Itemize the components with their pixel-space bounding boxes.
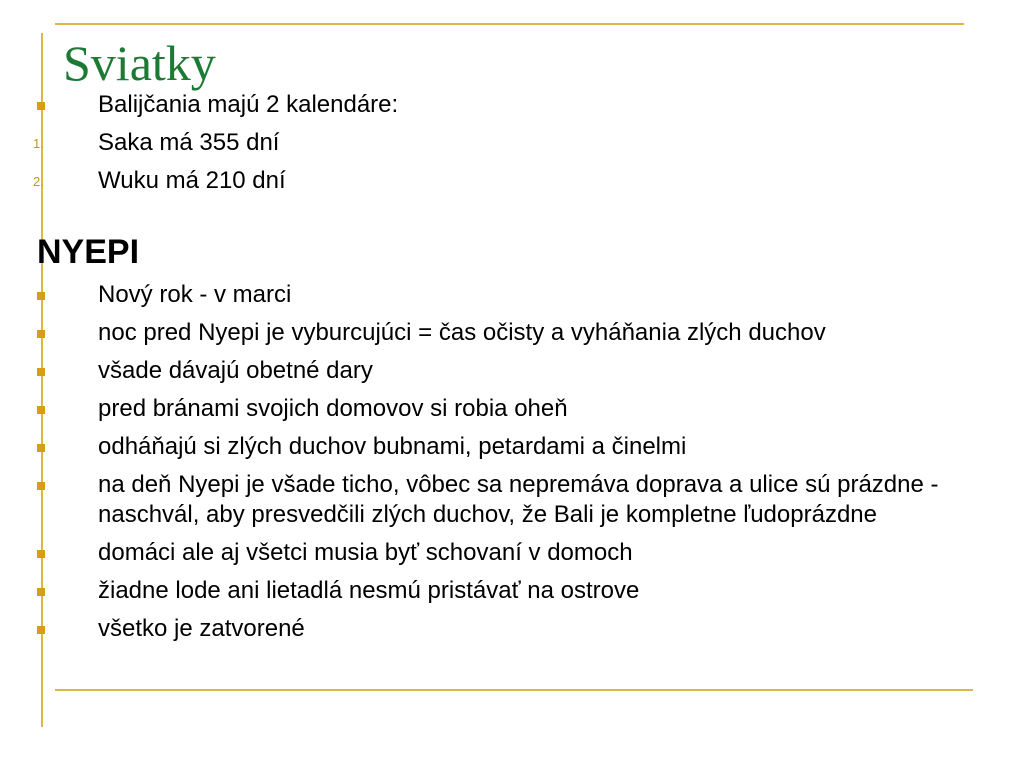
calendar-item: [0, 166, 1024, 196]
list-item-text: Nový rok - v marci: [98, 281, 292, 308]
list-item: [0, 394, 1024, 424]
square-bullet-icon: [37, 292, 45, 300]
list-item-text: na deň Nyepi je všade ticho, vôbec sa nepremáva doprava a ulice sú prázdne - naschvál, aby presvedčili zlých duchov, že Bali je kompletne ľudoprázdne: [98, 471, 939, 528]
slide-title: Sviatky: [63, 35, 216, 91]
list-item-text: všetko je zatvorené: [98, 615, 305, 642]
frame-bottom-line: [55, 689, 973, 691]
list-item-text: noc pred Nyepi je vyburcujúci = čas očisty a vyháňania zlých duchov: [98, 319, 826, 346]
list-item-text: všade dávajú obetné dary: [98, 357, 373, 384]
square-bullet-icon: [37, 102, 45, 110]
square-bullet-icon: [37, 626, 45, 634]
square-bullet-icon: [37, 482, 45, 490]
intro-item: [0, 90, 1024, 120]
list-item-text: žiadne lode ani lietadlá nesmú pristávať na ostrove: [98, 577, 640, 604]
list-number: 1.: [33, 136, 44, 151]
square-bullet-icon: [37, 444, 45, 452]
square-bullet-icon: [37, 588, 45, 596]
frame-top-line: [55, 23, 964, 25]
list-item: [0, 280, 1024, 310]
list-item: [0, 432, 1024, 462]
calendar-text: Saka má 355 dní: [98, 129, 280, 156]
list-item: [0, 576, 1024, 606]
list-item-text: domáci ale aj všetci musia byť schovaní v domoch: [98, 539, 633, 566]
list-item: [0, 356, 1024, 386]
list-item-text: odháňajú si zlých duchov bubnami, petardami a činelmi: [98, 433, 687, 460]
list-item-text: pred bránami svojich domovov si robia oheň: [98, 395, 568, 422]
list-item: [0, 538, 1024, 568]
section-heading: NYEPI: [37, 233, 140, 271]
list-item: [0, 614, 1024, 644]
calendar-item: [0, 128, 1024, 158]
square-bullet-icon: [37, 368, 45, 376]
calendar-text: Wuku má 210 dní: [98, 167, 286, 194]
list-number: 2.: [33, 174, 44, 189]
intro-text: Balijčania majú 2 kalendáre:: [98, 91, 399, 118]
list-item: [0, 318, 1024, 348]
square-bullet-icon: [37, 550, 45, 558]
slide-body: [0, 90, 1024, 652]
square-bullet-icon: [37, 406, 45, 414]
list-item: [0, 470, 1024, 530]
square-bullet-icon: [37, 330, 45, 338]
